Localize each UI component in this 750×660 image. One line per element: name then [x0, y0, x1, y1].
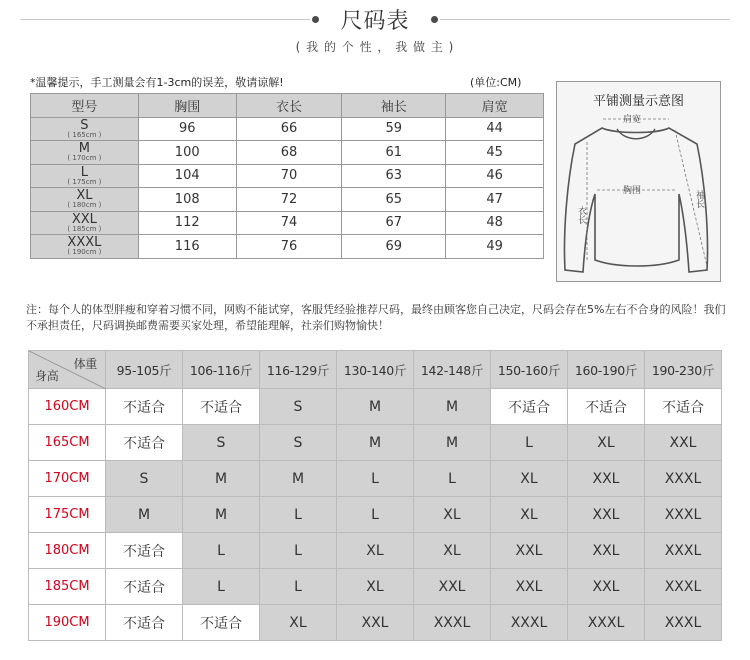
measurement-cell: 70 [236, 164, 342, 188]
measurement-cell: 112 [138, 211, 236, 235]
corner-cell [29, 351, 106, 389]
recommended-size-cell: XXXL [414, 605, 491, 641]
height-label: 175CM [29, 497, 106, 533]
height-row [29, 569, 722, 605]
size-model-cell [31, 141, 139, 165]
height-label: 160CM [29, 389, 106, 425]
recommended-size-cell: L [337, 497, 414, 533]
height-row [29, 461, 722, 497]
size-chart-header-row [31, 94, 544, 118]
recommended-size-cell: 不适合 [106, 569, 183, 605]
measurement-cell: 45 [446, 141, 544, 165]
measurement-cell: 116 [138, 235, 236, 259]
recommended-size-cell: XXXL [645, 497, 722, 533]
height-row [29, 605, 722, 641]
weight-range-header: 106-116斤 [183, 351, 260, 389]
recommended-size-cell: XXL [491, 569, 568, 605]
recommended-size-cell: XL [260, 605, 337, 641]
recommended-size-cell: M [183, 461, 260, 497]
recommended-size-cell: XXL [568, 497, 645, 533]
sleeve-label: 袖长 [694, 190, 704, 208]
diagram-title: 平铺测量示意图 [592, 94, 684, 109]
height-row [29, 425, 722, 461]
recommended-size-cell: M [337, 425, 414, 461]
recommended-size-cell: XXXL [645, 605, 722, 641]
header-dot-right [431, 16, 438, 23]
column-header: 袖长 [342, 94, 446, 118]
column-header: 肩宽 [446, 94, 544, 118]
size-model-cell [31, 188, 139, 212]
recommended-size-cell: 不适合 [106, 533, 183, 569]
size-height: ( 180cm ) [67, 201, 102, 210]
header-dot-left [312, 16, 319, 23]
recommended-size-cell: L [260, 569, 337, 605]
weight-range-header: 116-129斤 [260, 351, 337, 389]
recommended-size-cell: L [183, 533, 260, 569]
recommended-size-cell: M [414, 389, 491, 425]
weight-range-header: 130-140斤 [337, 351, 414, 389]
measurement-cell: 67 [342, 211, 446, 235]
size-height: ( 190cm ) [67, 248, 102, 257]
recommended-size-cell: XXXL [645, 569, 722, 605]
size-row [31, 188, 544, 212]
unit-label: (单位:CM) [470, 76, 522, 89]
recommended-size-cell: XL [568, 425, 645, 461]
flat-measurement-diagram [556, 81, 721, 282]
height-row [29, 533, 722, 569]
page-header [0, 0, 750, 60]
measurement-cell: 49 [446, 235, 544, 259]
recommended-size-cell: S [183, 425, 260, 461]
recommended-size-cell: XXXL [491, 605, 568, 641]
height-label: 165CM [29, 425, 106, 461]
height-label: 170CM [29, 461, 106, 497]
size-model-cell [31, 117, 139, 141]
recommended-size-cell: XXL [491, 533, 568, 569]
measurement-cell: 76 [236, 235, 342, 259]
size-code: S [80, 117, 89, 133]
recommended-size-cell: XXL [414, 569, 491, 605]
corner-weight-label: 体重 [73, 357, 97, 371]
recommended-size-cell: L [414, 461, 491, 497]
recommended-size-cell: M [337, 389, 414, 425]
recommended-size-cell: L [491, 425, 568, 461]
measurement-cell: 46 [446, 164, 544, 188]
header-divider-right [440, 19, 730, 20]
size-model-cell [31, 164, 139, 188]
size-code: L [80, 164, 89, 180]
disclaimer-note: 注：每个人的体型胖瘦和穿着习惯不同，网购不能试穿，客服凭经验推荐尺码，最终由顾客您自己决定，尺码会存在5%左右不合身的风险！我们不承担责任，尺码调换邮费需要买家处理，希望能理解，社亲们购物愉快！ [26, 303, 726, 332]
corner-height-label: 身高 [35, 369, 59, 383]
recommended-size-cell: 不适合 [106, 605, 183, 641]
size-code: M [78, 141, 91, 157]
recommended-size-cell: XL [414, 497, 491, 533]
size-code: XXL [71, 211, 97, 227]
measurement-cell: 63 [342, 164, 446, 188]
recommended-size-cell: 不适合 [645, 389, 722, 425]
measurement-cell: 44 [446, 117, 544, 141]
size-height: ( 165cm ) [67, 130, 102, 139]
recommended-size-cell: 不适合 [183, 605, 260, 641]
page-subtitle: ( 我 的 个 性 ， 我 做 主 ) [295, 40, 455, 54]
recommended-size-cell: L [337, 461, 414, 497]
measurement-cell: 66 [236, 117, 342, 141]
length-label: 衣长 [576, 206, 586, 224]
recommended-size-cell: 不适合 [568, 389, 645, 425]
recommended-size-cell: XXL [568, 569, 645, 605]
column-header: 衣长 [236, 94, 342, 118]
size-height: ( 170cm ) [67, 154, 102, 163]
recommended-size-cell: L [183, 569, 260, 605]
size-model-cell [31, 211, 139, 235]
recommended-size-cell: M [106, 497, 183, 533]
recommended-size-cell: XXXL [568, 605, 645, 641]
weight-range-header: 190-230斤 [645, 351, 722, 389]
recommended-size-cell: XXXL [645, 461, 722, 497]
height-row [29, 497, 722, 533]
size-row [31, 117, 544, 141]
measurement-cell: 61 [342, 141, 446, 165]
recommended-size-cell: M [183, 497, 260, 533]
height-label: 185CM [29, 569, 106, 605]
recommended-size-cell: L [260, 497, 337, 533]
header-divider-left [20, 19, 310, 20]
recommended-size-cell: M [260, 461, 337, 497]
recommended-size-cell: XXL [568, 533, 645, 569]
recommended-size-cell: S [260, 425, 337, 461]
column-header: 胸围 [138, 94, 236, 118]
measurement-cell: 72 [236, 188, 342, 212]
measurement-cell: 74 [236, 211, 342, 235]
measurement-cell: 69 [342, 235, 446, 259]
weight-range-header: 160-190斤 [568, 351, 645, 389]
recommended-size-cell: XXL [337, 605, 414, 641]
recommended-size-cell: 不适合 [106, 425, 183, 461]
page-title: 尺码表 [340, 9, 410, 34]
size-recommendation-table [28, 350, 722, 641]
size-row [31, 211, 544, 235]
measurement-cell: 68 [236, 141, 342, 165]
size-row [31, 164, 544, 188]
recommended-size-cell: S [260, 389, 337, 425]
size-code: XXXL [67, 235, 102, 251]
weight-range-header: 150-160斤 [491, 351, 568, 389]
measurement-cell: 59 [342, 117, 446, 141]
recommended-size-cell: 不适合 [183, 389, 260, 425]
chest-label: 胸围 [623, 186, 642, 196]
size-height: ( 175cm ) [67, 177, 102, 186]
size-height: ( 185cm ) [67, 224, 102, 233]
recommended-size-cell: XL [491, 497, 568, 533]
measurement-cell: 47 [446, 188, 544, 212]
column-header: 型号 [31, 94, 139, 118]
size-chart-table [30, 93, 544, 259]
recommended-size-cell: XXL [645, 425, 722, 461]
measurement-cell: 100 [138, 141, 236, 165]
recommended-size-cell: XL [337, 569, 414, 605]
height-label: 190CM [29, 605, 106, 641]
size-model-cell [31, 235, 139, 259]
recommended-size-cell: XL [414, 533, 491, 569]
size-row [31, 235, 544, 259]
weight-range-header: 142-148斤 [414, 351, 491, 389]
measurement-cell: 65 [342, 188, 446, 212]
height-label: 180CM [29, 533, 106, 569]
measurement-cell: 104 [138, 164, 236, 188]
weight-range-header: 95-105斤 [106, 351, 183, 389]
recommended-size-cell: XXL [568, 461, 645, 497]
weight-header-row [29, 351, 722, 389]
recommended-size-cell: S [106, 461, 183, 497]
shoulder-label: 肩宽 [623, 115, 642, 125]
recommended-size-cell: XL [491, 461, 568, 497]
size-row [31, 141, 544, 165]
size-code: XL [76, 188, 93, 204]
recommended-size-cell: XXXL [645, 533, 722, 569]
recommended-size-cell: L [260, 533, 337, 569]
measurement-cell: 96 [138, 117, 236, 141]
height-row [29, 389, 722, 425]
measurement-notice: *温馨提示，手工测量会有1-3cm的误差，敬请谅解! [30, 76, 284, 89]
recommended-size-cell: M [414, 425, 491, 461]
recommended-size-cell: XL [337, 533, 414, 569]
measurement-cell: 108 [138, 188, 236, 212]
recommended-size-cell: 不适合 [106, 389, 183, 425]
measurement-cell: 48 [446, 211, 544, 235]
recommended-size-cell: 不适合 [491, 389, 568, 425]
